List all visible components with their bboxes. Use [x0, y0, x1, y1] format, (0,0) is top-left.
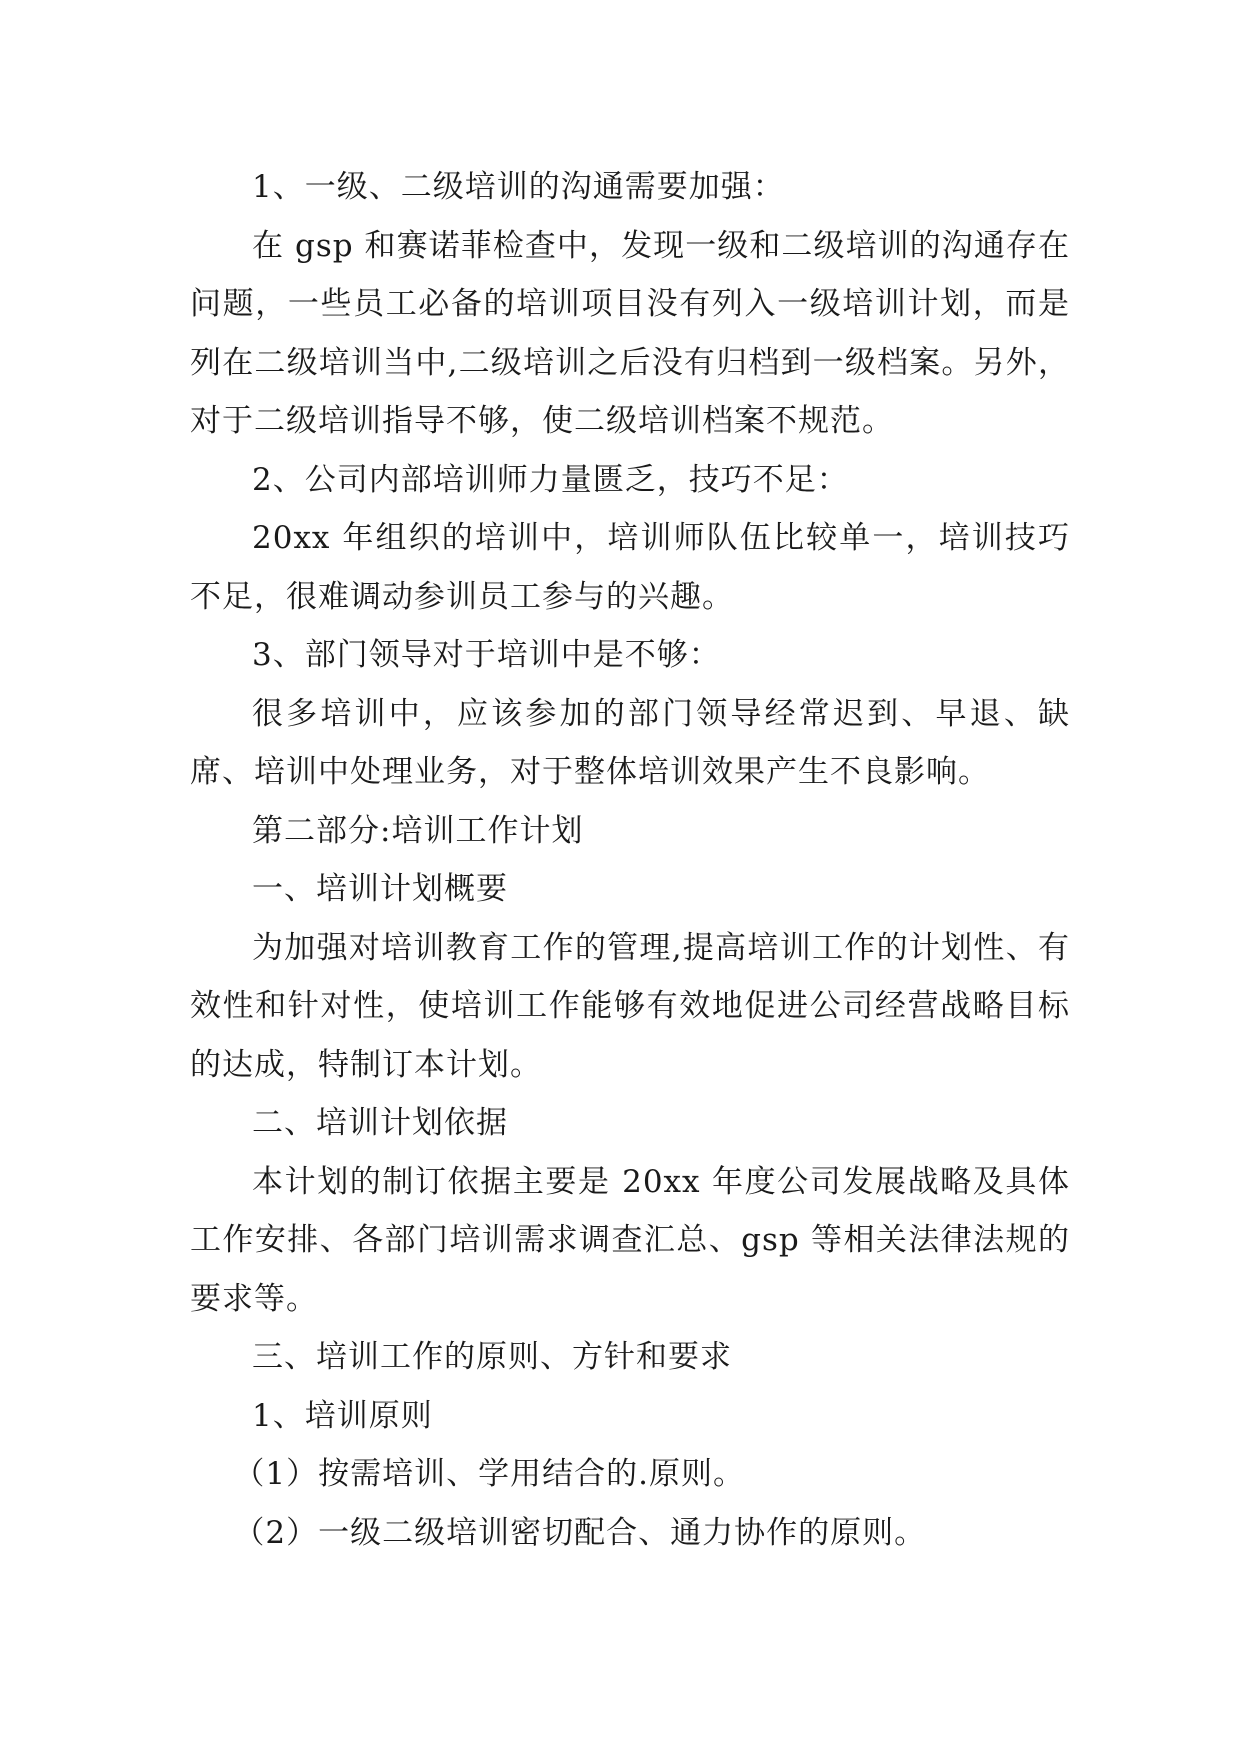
part-heading: 第二部分:培训工作计划: [252, 812, 584, 849]
document-page: [190, 158, 1070, 1562]
section-heading: 三、培训工作的原则、方针和要求: [252, 1339, 732, 1375]
list-item: （2）一级二级培训密切配合、通力协作的原则。: [233, 1514, 927, 1551]
section-heading: 二、培训计划依据: [252, 1105, 508, 1141]
body-paragraph: 很多培训中，应该参加的部门领导经常迟到、早退、缺席、培训中处理业务，对于整体培训效果产生不良影响。: [190, 695, 1070, 790]
list-item: （1）按需培训、学用结合的.原则。: [233, 1456, 745, 1492]
section-heading: 2、公司内部培训师力量匮乏，技巧不足：: [252, 461, 849, 498]
body-paragraph: 为加强对培训教育工作的管理,提高培训工作的计划性、有效性和针对性，使培训工作能够有效地促进公司经营战略目标的达成，特制订本计划。: [190, 929, 1070, 1083]
body-paragraph: 20xx 年组织的培训中，培训师队伍比较单一，培训技巧不足，很难调动参训员工参与的兴趣。: [190, 520, 1070, 615]
subsection-heading: 1、培训原则: [252, 1397, 433, 1434]
body-paragraph: 在 gsp 和赛诺菲检查中，发现一级和二级培训的沟通存在问题，一些员工必备的培训项目没有列入一级培训计划，而是列在二级培训当中,二级培训之后没有归档到一级档案。另外，对于二级培训指导不够，使二级培训档案不规范。: [190, 227, 1070, 439]
section-heading: 一、培训计划概要: [252, 871, 508, 907]
section-heading: 1、一级、二级培训的沟通需要加强：: [252, 169, 785, 205]
body-paragraph: 本计划的制订依据主要是 20xx 年度公司发展战略及具体工作安排、各部门培训需求调查汇总、gsp 等相关法律法规的要求等。: [190, 1163, 1070, 1317]
section-heading: 3、部门领导对于培训中是不够：: [252, 637, 721, 673]
